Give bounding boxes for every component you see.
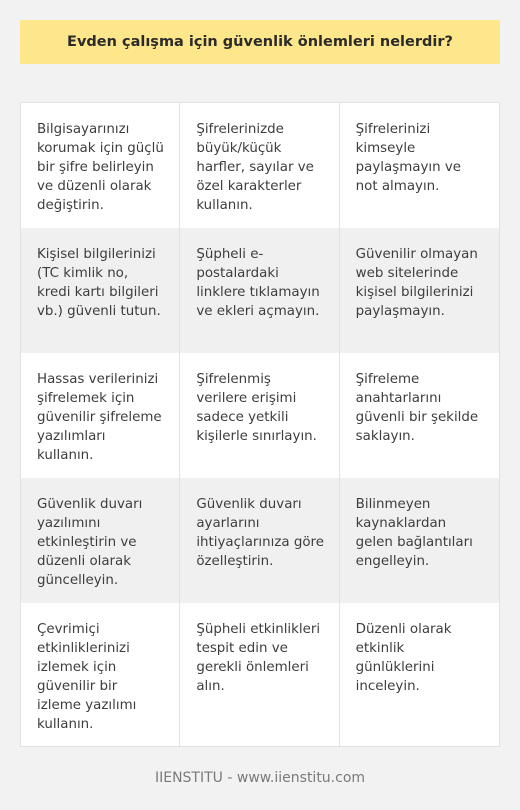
- table-cell: Güvenilir olmayan web sitelerinde kişisel bilgilerinizi paylaşmayın.: [355, 247, 478, 319]
- table-cell: Şifreleme anahtarlarını güvenli bir şekilde saklayın.: [355, 372, 479, 444]
- page-title: Evden çalışma için güvenlik önlemleri nelerdir?: [67, 34, 453, 50]
- table-cell: Şüpheli e-postalardaki linklere tıklamayın ve ekleri açmayın.: [180, 228, 339, 353]
- table-row: [21, 603, 499, 748]
- table-row: [21, 353, 499, 478]
- table-cell: Şüpheli etkinlikleri tespit edin ve gerekli önlemleri alın.: [180, 603, 339, 748]
- table-cell: Şifrelerinizde büyük/küçük harfler, sayılar ve özel karakterler kullanın.: [180, 103, 339, 228]
- table-row: [21, 478, 499, 603]
- title-banner: [20, 20, 500, 64]
- table-cell: Güvenlik duvarı ayarlarını ihtiyaçlarınıza göre özelleştirin.: [180, 478, 339, 603]
- table-cell: Çevrimiçi etkinliklerinizi izlemek için güvenilir bir izleme yazılımı kullanın.: [21, 603, 180, 748]
- table-cell: Şifrelerinizi kimseyle paylaşmayın ve not almayın.: [355, 122, 461, 194]
- table-cell: Bilgisayarınızı korumak için güçlü bir şifre belirleyin ve düzenli olarak değiştirin.: [21, 103, 180, 228]
- table-cell: Hassas verilerinizi şifrelemek için güvenilir şifreleme yazılımları kullanın.: [21, 353, 180, 478]
- table-row: [21, 103, 499, 228]
- table-cell: Şifrelenmiş verilere erişimi sadece yetkili kişilerle sınırlayın.: [180, 353, 339, 478]
- table-cell: Bilinmeyen kaynaklardan gelen bağlantıları engelleyin.: [355, 497, 473, 569]
- table-row: [21, 228, 499, 353]
- footer-credit: IIENSTITU - www.iienstitu.com: [154, 770, 366, 786]
- table-cell: Düzenli olarak etkinlik günlüklerini inceleyin.: [355, 622, 452, 694]
- table-cell: Kişisel bilgilerinizi (TC kimlik no, kredi kartı bilgileri vb.) güvenli tutun.: [21, 228, 180, 353]
- tips-table: [20, 102, 500, 747]
- table-cell: Güvenlik duvarı yazılımını etkinleştirin ve düzenli olarak güncelleyin.: [21, 478, 180, 603]
